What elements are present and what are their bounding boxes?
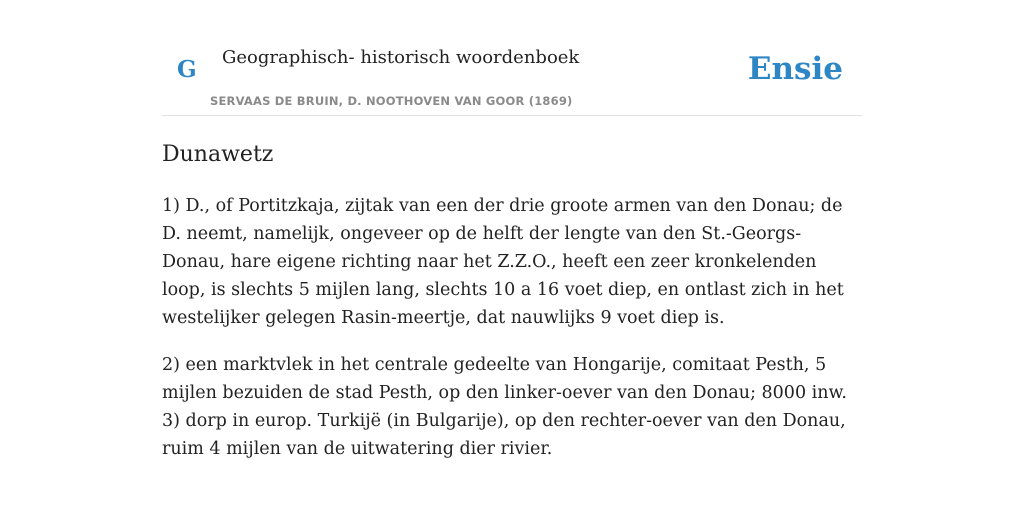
entry-body (162, 192, 862, 463)
entry-title: Dunawetz (162, 142, 274, 167)
page-container (162, 0, 862, 512)
entry-paragraph-2: 2) een marktvlek in het centrale gedeelte van Hongarije, comitaat Pesth, 5 mijlen bezuiden de stad Pesth, op den linker-oever van den Donau; 8000 inw. (162, 355, 847, 403)
brand-logo[interactable]: Ensie (747, 51, 843, 87)
entry-paragraph-3: 3) dorp in europ. Turkijë (in Bulgarije), op den rechter-oever van den Donau, ruim 4 mijlen van de uitwatering dier rivier. (162, 411, 846, 459)
header (162, 0, 862, 116)
dictionary-title[interactable]: Geographisch- historisch woordenboek (222, 47, 580, 68)
entry-paragraph-1: 1) D., of Portitzkaja, zijtak van een der drie groote armen van den Donau; de D. neemt, namelijk, ongeveer op de helft der lengte van den St.-Georgs-Donau, hare eigene richting naar het Z.Z.O., heeft een zeer kronkelenden loop, is slechts 5 mijlen lang, slechts 10 a 16 voet diep, en ontlast zich in het westelijker gelegen Rasin-meertje, dat nauwlijks 9 voet diep is. (162, 196, 844, 328)
dictionary-logo-letter[interactable]: G (177, 56, 197, 83)
dictionary-author: SERVAAS DE BRUIN, D. NOOTHOVEN VAN GOOR (1869) (210, 94, 573, 108)
